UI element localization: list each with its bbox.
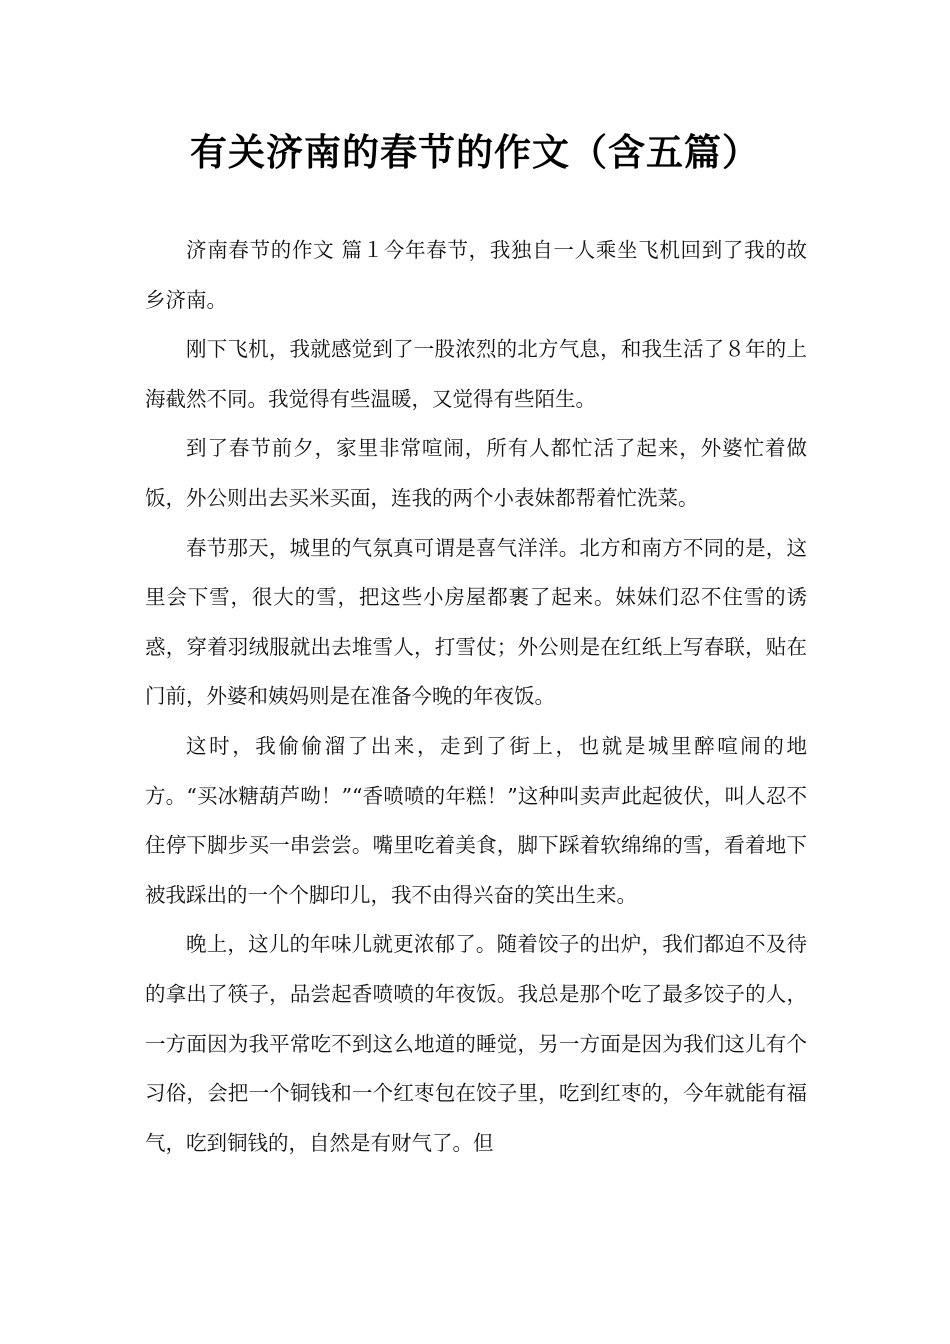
document-body <box>145 226 807 1168</box>
paragraph-3: 到了春节前夕，家里非常喧闹，所有人都忙活了起来，外婆忙着做饭，外公则出去买米买面，连我的两个小表妹都帮着忙洗菜。 <box>145 436 807 510</box>
paragraph-1: 济南春节的作文 篇１今年春节，我独自一人乘坐飞机回到了我的故乡济南。 <box>145 238 807 312</box>
paragraph-6: 晚上，这儿的年味儿就更浓郁了。随着饺子的出炉，我们都迫不及待的拿出了筷子，品尝起香喷喷的年夜饭。我总是那个吃了最多饺子的人，一方面因为我平常吃不到这么地道的睡觉，另一方面是因为我们这儿有个习俗，会把一个铜钱和一个红枣包在饺子里，吃到红枣的，今年就能有福气，吃到铜钱的，自然是有财气了。但 <box>145 932 807 1155</box>
paragraph-4: 春节那天，城里的气氛真可谓是喜气洋洋。北方和南方不同的是，这里会下雪，很大的雪，把这些小房屋都裹了起来。妹妹们忍不住雪的诱惑，穿着羽绒服就出去堆雪人，打雪仗；外公则是在红纸上写春联，贴在门前，外婆和姨妈则是在准备今晚的年夜饭。 <box>145 535 807 709</box>
paragraph-5: 这时，我偷偷溜了出来，走到了街上，也就是城里醉喧闹的地方。“买冰糖葫芦呦！”“香喷喷的年糕！”这种叫卖声此起彼伏，叫人忍不住停下脚步买一串尝尝。嘴里吃着美食，脚下踩着软绵绵的雪，看着地下被我踩出的一个个脚印儿，我不由得兴奋的笑出生来。 <box>145 733 807 907</box>
paragraph-2: 刚下飞机，我就感觉到了一股浓烈的北方气息，和我生活了８年的上海截然不同。我觉得有些温暖，又觉得有些陌生。 <box>145 337 807 411</box>
document-title: 有关济南的春节的作文（含五篇） <box>190 131 760 174</box>
